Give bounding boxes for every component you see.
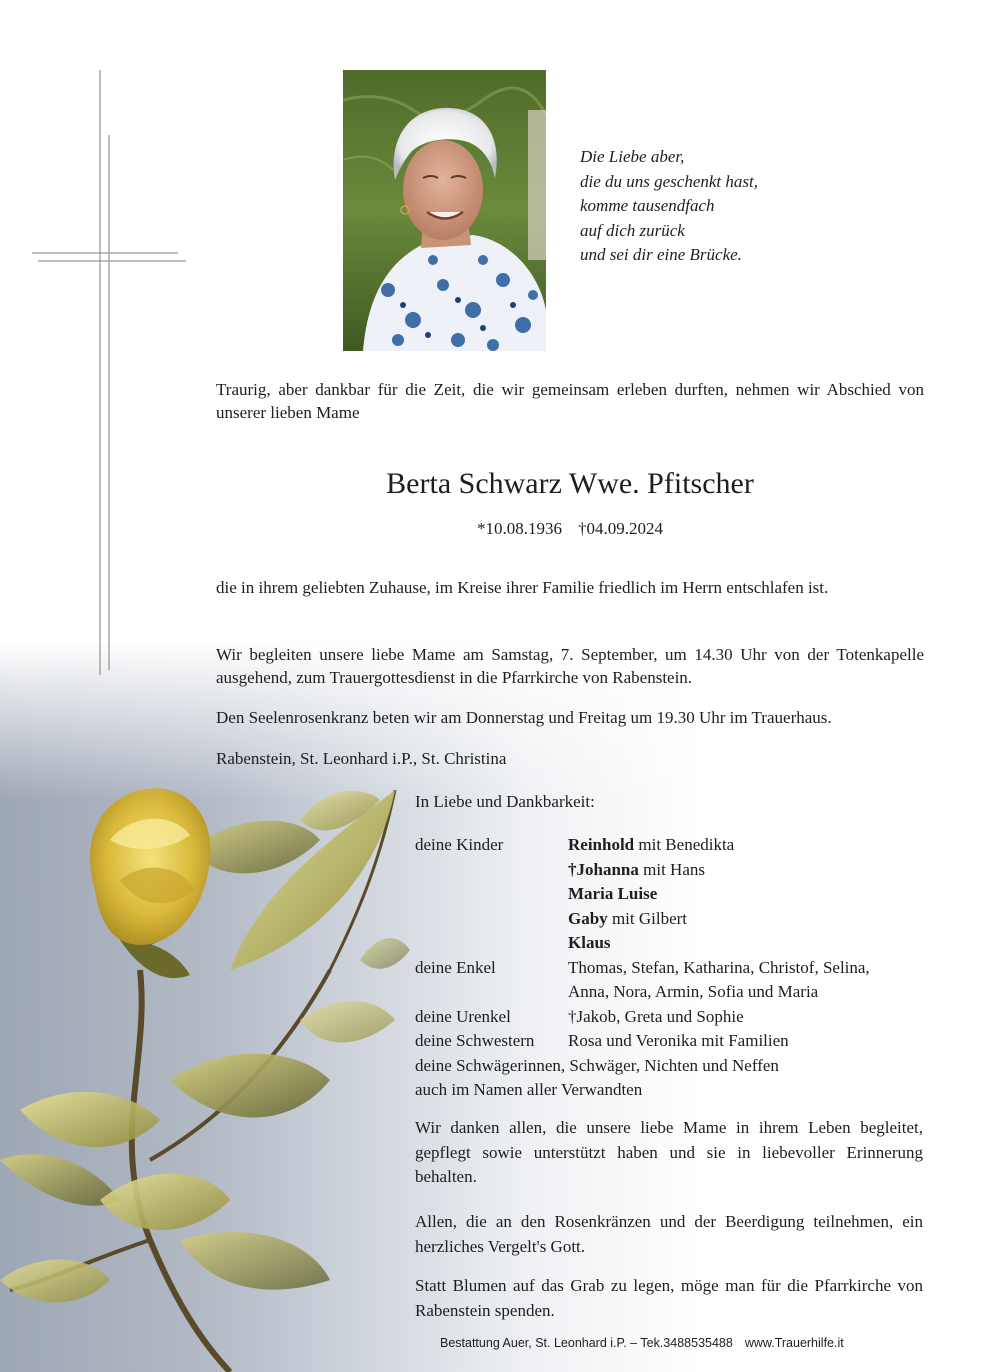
quote-line: und sei dir eine Brücke.	[580, 245, 742, 264]
funeral-home-contact: Bestattung Auer, St. Leonhard i.P. – Tek.3488535488	[440, 1336, 733, 1350]
great-grandchildren-names: †Jakob, Greta und Sophie	[568, 1006, 744, 1026]
vergelts-gott-paragraph: Allen, die an den Rosenkränzen und der Beerdigung teilnehmen, ein herzliches Vergelt's Gott.	[415, 1212, 923, 1256]
child-entry	[568, 882, 935, 907]
family-row-great-grandchildren	[415, 1005, 935, 1030]
quote-line: auf dich zurück	[580, 220, 685, 240]
child-entry	[568, 907, 935, 932]
donation-paragraph: Statt Blumen auf das Grab zu legen, möge man für die Pfarrkirche von Rabenstein spenden.	[415, 1276, 923, 1320]
grandchildren-names	[568, 956, 935, 1005]
child-entry	[568, 858, 935, 883]
child-partner: mit Gilbert	[607, 908, 688, 928]
relatives-line: auch im Namen aller Verwandten	[415, 1080, 643, 1099]
family-row-sisters	[415, 1029, 935, 1054]
child-partner: mit Benedikta	[634, 835, 735, 854]
birth-date: *10.08.1936	[477, 519, 562, 538]
quote-line: Die Liebe aber,	[580, 147, 685, 166]
relation-label: deine Enkel	[415, 957, 496, 977]
family-row-children	[415, 833, 935, 956]
places-line: Rabenstein, St. Leonhard i.P., St. Christina	[216, 749, 507, 768]
death-date: †04.09.2024	[578, 519, 663, 538]
child-entry	[568, 833, 935, 858]
love-line: In Liebe und Dankbarkeit:	[415, 792, 595, 811]
rosary-paragraph: Den Seelenrosenkranz beten wir am Donnerstag und Freitag um 19.30 Uhr im Trauerhaus.	[216, 708, 832, 727]
child-name: †Johanna	[568, 859, 639, 879]
footer	[440, 1336, 856, 1350]
quote-line: die du uns geschenkt hast,	[580, 171, 758, 191]
child-partner: mit Hans	[638, 859, 705, 879]
relation-label: deine Schwestern	[415, 1031, 535, 1050]
child-name: Gaby	[568, 908, 608, 928]
child-entry	[568, 931, 935, 956]
children-names	[568, 833, 935, 956]
child-name: Maria Luise	[568, 884, 658, 903]
memorial-quote	[580, 145, 940, 268]
family-row-grandchildren	[415, 956, 935, 1005]
funeral-paragraph: Wir begleiten unsere liebe Mame am Samstag, 7. September, um 14.30 Uhr von der Totenkapelle ausgehend, zum Trauergottesdienst in die Pfarrkirche von Rabenstein.	[216, 645, 924, 687]
in-laws-line: deine Schwägerinnen, Schwäger, Nichten und Neffen	[415, 1055, 779, 1075]
thanks-paragraph: Wir danken allen, die unsere liebe Mame in ihrem Leben begleitet, gepflegt sowie unterstützt haben und sie in liebevoller Erinnerung behalten.	[415, 1118, 923, 1186]
cross-icon	[30, 70, 190, 675]
quote-line: komme tausendfach	[580, 196, 715, 215]
passing-paragraph: die in ihrem geliebten Zuhause, im Kreise ihrer Familie friedlich im Herrn entschlafen ist.	[216, 578, 829, 597]
family-list	[415, 833, 935, 1103]
sisters-names: Rosa und Veronika mit Familien	[568, 1031, 789, 1050]
child-name: Reinhold	[568, 835, 635, 854]
child-name: Klaus	[568, 933, 611, 952]
relation-label: deine Urenkel	[415, 1006, 511, 1026]
intro-text: Traurig, aber dankbar für die Zeit, die wir gemeinsam erleben durften, nehmen wir Abschied von unserer lieben Mame	[216, 380, 924, 422]
relation-label: deine Kinder	[415, 835, 504, 854]
life-dates	[216, 517, 924, 540]
portrait-photo	[343, 70, 546, 351]
grandchildren-line: Anna, Nora, Armin, Sofia und Maria	[568, 982, 819, 1001]
website-link[interactable]: www.Trauerhilfe.it	[744, 1336, 844, 1350]
deceased-name: Berta Schwarz Wwe. Pfitscher	[386, 467, 754, 500]
grandchildren-line: Thomas, Stefan, Katharina, Christof, Selina,	[568, 957, 870, 977]
